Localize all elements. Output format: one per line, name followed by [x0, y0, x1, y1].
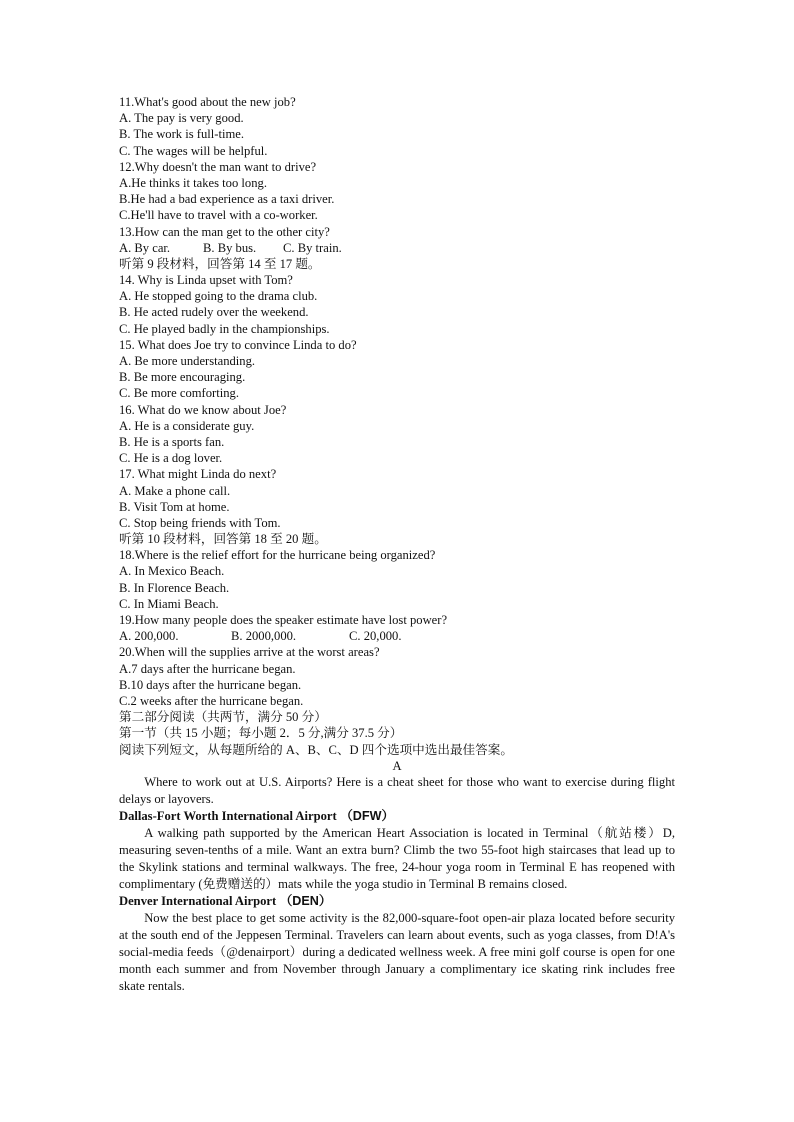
question-text: 13.How can the man get to the other city?	[119, 224, 330, 239]
answer-option: C.He'll have to travel with a co-worker.	[119, 208, 318, 223]
answer-option: A. The pay is very good.	[119, 111, 244, 126]
answer-option: C. He is a dog lover.	[119, 451, 223, 466]
answer-option: B. By bus.	[203, 240, 257, 255]
section-9-instruction: 听第 9 段材料，回答第 14 至 17 题。	[119, 256, 321, 271]
answer-option: C. The wages will be helpful.	[119, 143, 268, 158]
answer-option: C. 20,000.	[349, 629, 402, 644]
answer-option: B. He is a sports fan.	[119, 434, 225, 449]
answer-option: B.He had a bad experience as a taxi driver.	[119, 192, 335, 207]
question-group-11-13	[119, 94, 675, 256]
answer-option: A. He is a considerate guy.	[119, 418, 255, 433]
option-row	[119, 628, 675, 644]
answer-option: B. 2000,000.	[231, 629, 297, 644]
answer-option: A. 200,000.	[119, 629, 179, 644]
passage-intro: Where to work out at U.S. Airports? Here is a cheat sheet for those who want to exercise during flight delays or layovers.	[119, 774, 675, 806]
question-text: 14. Why is Linda upset with Tom?	[119, 273, 293, 288]
answer-option: A. By car.	[119, 240, 171, 255]
question-text: 12.Why doesn't the man want to drive?	[119, 159, 317, 174]
airport-code: （DFW）	[340, 808, 395, 823]
airport-text-den: Now the best place to get some activity is the 82,000-square-foot open-air plaza located before security at the south end of the Jeppesen Terminal. Travelers can learn about events, such as yoga classes, from D!A's social-media feeds（@denairport）during a dedicated wellness week. A free mini golf course is open for one month each summer and from November through January a complimentary ice skating rink includes free skate rentals.	[119, 910, 675, 993]
section-1-title: 第一节（共 15 小题；每小题 2．5 分,满分 37.5 分）	[119, 726, 403, 741]
part-2-title: 第二部分阅读（共两节，满分 50 分）	[119, 710, 327, 725]
answer-option: A. Be more understanding.	[119, 354, 256, 368]
question-text: 15. What does Joe try to convince Linda to do?	[119, 337, 357, 352]
answer-option: B. Be more encouraging.	[119, 370, 246, 385]
answer-option: C.2 weeks after the hurricane began.	[119, 693, 304, 708]
airport-heading-den	[119, 893, 675, 910]
question-text: 11.What's good about the new job?	[119, 95, 296, 109]
question-text: 17. What might Linda do next?	[119, 467, 277, 482]
answer-option: C. He played badly in the championships.	[119, 321, 330, 336]
question-text: 20.When will the supplies arrive at the worst areas?	[119, 645, 380, 660]
answer-option: C. In Miami Beach.	[119, 596, 219, 611]
answer-option: C. By train.	[283, 240, 342, 255]
option-row	[119, 240, 675, 256]
document-content	[119, 94, 675, 995]
airport-text-dfw: A walking path supported by the American Heart Association is located in Terminal（航站楼）D, measuring seven-tenths of a mile. Want an extra burn? Climb the two 55-foot high staircases that lead up to the Skylink stations and terminal walkways. The free, 24-hour yoga room in Terminal E has reopened with complimentary (免费赠送的）mats while the yoga studio in Terminal B remains closed.	[119, 825, 675, 891]
answer-option: B. In Florence Beach.	[119, 580, 230, 595]
reading-instruction: 阅读下列短文，从每题所给的 A、B、C、D 四个选项中选出最佳答案。	[119, 742, 513, 757]
question-text: 18.Where is the relief effort for the hurricane being organized?	[119, 548, 436, 563]
airport-name: Dallas-Fort Worth International Airport	[119, 808, 337, 823]
answer-option: A. In Mexico Beach.	[119, 564, 225, 579]
question-text: 19.How many people does the speaker estimate have lost power?	[119, 613, 448, 627]
answer-option: B. He acted rudely over the weekend.	[119, 305, 309, 320]
answer-option: A. He stopped going to the drama club.	[119, 289, 318, 304]
answer-option: B.10 days after the hurricane began.	[119, 677, 302, 692]
answer-option: C. Stop being friends with Tom.	[119, 515, 281, 530]
answer-option: C. Be more comforting.	[119, 386, 239, 401]
section-10-instruction: 听第 10 段材料，回答第 18 至 20 题。	[119, 532, 327, 547]
answer-option: A. Make a phone call.	[119, 483, 231, 498]
passage-letter: A	[392, 758, 402, 773]
airport-name: Denver International Airport	[119, 893, 277, 908]
airport-code: （DEN）	[279, 893, 332, 908]
airport-heading-dfw	[119, 808, 675, 825]
question-group-18-20	[119, 547, 675, 709]
answer-option: B. Visit Tom at home.	[119, 499, 230, 514]
question-text: 16. What do we know about Joe?	[119, 402, 287, 417]
answer-option: B. The work is full-time.	[119, 127, 244, 142]
answer-option: A.He thinks it takes too long.	[119, 175, 267, 190]
answer-option: A.7 days after the hurricane began.	[119, 661, 296, 676]
question-group-14-17	[119, 272, 675, 531]
